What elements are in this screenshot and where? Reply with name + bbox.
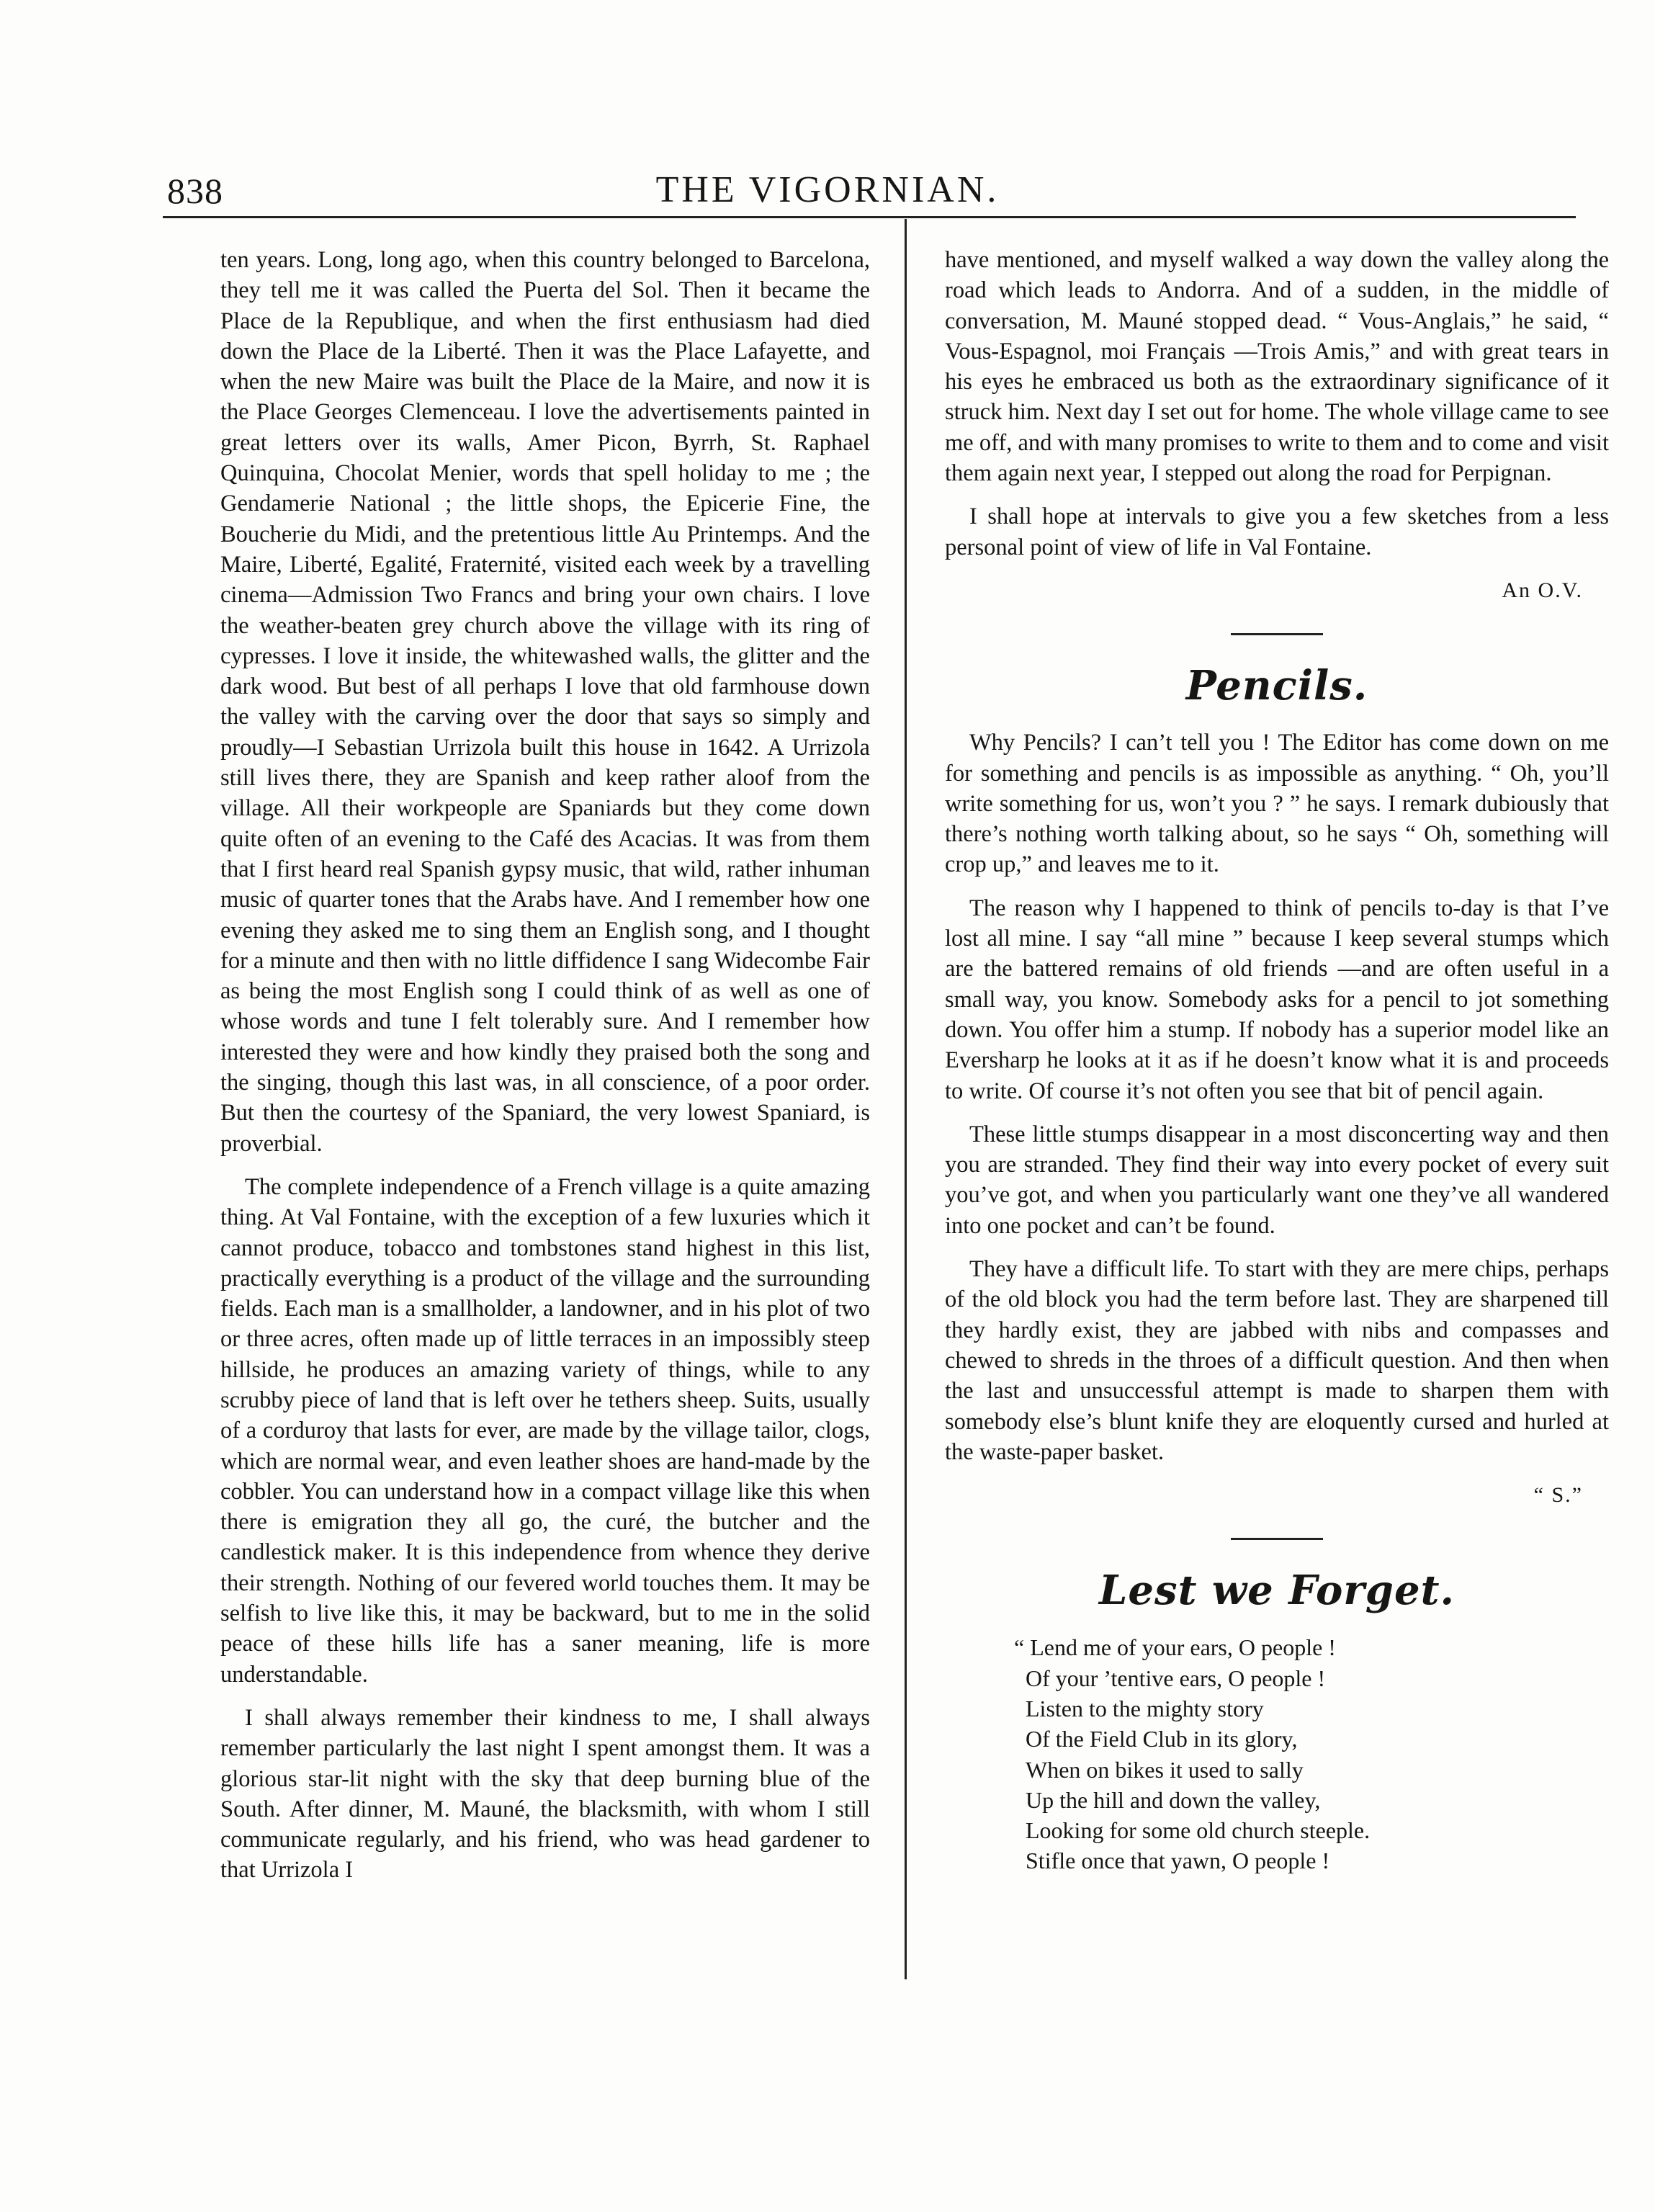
lest-we-forget-title: Lest we Forget. bbox=[1099, 1567, 1455, 1615]
poem-line: Looking for some old church steeple. bbox=[1026, 1817, 1371, 1844]
header-rule bbox=[163, 216, 1576, 218]
poem-line: “ Lend me of your ears, O people ! bbox=[1014, 1634, 1336, 1661]
article-paragraph: The complete independence of a French village is a quite amazing thing. At Val Fontaine, with the exception of a few luxuries which it cannot produce, tobacco and tombstones stand highest in this list, practically everything is a product of the village and the surrounding fields. Each man is a smallholder, a landowner, and in his plot of two or three acres, often made up of little terraces in an impossibly steep hillside, he produces an amazing variety of things, while to any scrubby piece of land that is left over he tethers sheep. Suits, usually of a corduroy that lasts for ever, are made by the village tailor, clogs, which are normal wear, and even leather shoes are hand-made by the cobbler. You can understand how in a compact village like this when there is emigration they all go, the curé, the butcher and the candlestick maker. It is this independence from whence they derive their strength. Nothing of our fevered world touches them. It may be selfish to live like this, it may be backward, but to me in the solid peace of these hills life has a saner meaning, life is more understandable. bbox=[220, 1173, 870, 1688]
running-head-title: THE VIGORNIAN. bbox=[655, 169, 1000, 210]
article-paragraph: I shall always remember their kindness to me, I shall always remember particularly the last night I spent amongst them. It was a glorious star-lit night with the sky that deep burning blue of the South. After dinner, M. Mauné, the blacksmith, with whom I still communicate regularly, and his friend, who was head gardener to that Urrizola I bbox=[220, 1704, 870, 1884]
poem-line: Of the Field Club in its glory, bbox=[1026, 1726, 1298, 1752]
column-divider bbox=[905, 219, 907, 1979]
poem-line: Listen to the mighty story bbox=[1026, 1695, 1264, 1721]
page-number: 838 bbox=[167, 171, 223, 211]
poem-line: Stifle once that yawn, O people ! bbox=[1026, 1848, 1330, 1874]
right-column bbox=[945, 245, 1609, 1876]
pencils-signature: “ S.” bbox=[1533, 1483, 1583, 1508]
pencils-paragraph: These little stumps disappear in a most disconcerting way and then you are stranded. They find their way into every pocket of every suit you’ve got, and when you particularly want one they’ve all wandered into one pocket and can’t be found. bbox=[945, 1121, 1609, 1239]
pencils-paragraph: Why Pencils? I can’t tell you ! The Editor has come down on me for something and pencils is as impossible as anything. “ Oh, you’ll write something for us, won’t you ? ” he says. I remark dubiously that there’s nothing worth talking about, so he says “ Oh, something will crop up,” and leaves me to it. bbox=[945, 730, 1609, 878]
poem-line: Up the hill and down the valley, bbox=[1026, 1786, 1321, 1813]
pencils-title: Pencils. bbox=[1185, 662, 1368, 710]
section-divider bbox=[1231, 633, 1323, 635]
section-divider bbox=[1231, 1538, 1323, 1540]
poem-line: Of your ’tentive ears, O people ! bbox=[1026, 1665, 1326, 1691]
left-column bbox=[220, 245, 870, 1899]
poem bbox=[1014, 1632, 1609, 1876]
article-paragraph: have mentioned, and myself walked a way down the valley along the road which leads to Andorra. And of a sudden, in the middle of conversation, M. Mauné stopped dead. “ Vous-Anglais,” he said, “ Vous-Espagnol, moi Français —Trois Amis,” and with great tears in his eyes he embraced us both as the extraordinary significance of it struck him. Next day I set out for home. The whole village came to see me off, and with many promises to write to them and to come and visit them again next year, I stepped out along the road for Perpignan. bbox=[945, 247, 1609, 487]
pencils-paragraph: The reason why I happened to think of pencils to-day is that I’ve lost all mine. I say “all mine ” because I keep several stumps which are the battered remains of old friends —and are often useful in a small way, you know. Somebody asks for a pencil to jot something down. You offer him a stump. If nobody has a superior model like an Eversharp he looks at it as if he doesn’t know what it is and proceeds to write. Of course it’s not often you see that bit of pencil again. bbox=[945, 895, 1609, 1104]
article-paragraph: I shall hope at intervals to give you a few sketches from a less personal point of view of life in Val Fontaine. bbox=[945, 503, 1609, 560]
article-paragraph: ten years. Long, long ago, when this country belonged to Barcelona, they tell me it was called the Puerta del Sol. Then it became the Place de la Republique, and when the first enthusiasm had died down the Place de la Liberté. Then it was the Place Lafayette, and when the new Maire was built the Place de la Maire, and now it is the Place Georges Clemenceau. I love the advertisements painted in great letters over its walls, Amer Picon, Byrrh, St. Raphael Quinquina, Chocolat Menier, words that spell holiday to me ; the Gendamerie National ; the little shops, the Epicerie Fine, the Boucherie du Midi, and the pretentious little Au Printemps. And the Maire, Liberté, Egalité, Fraternité, visited each week by a travelling cinema—Admission Two Francs and bring your own chairs. I love the weather-beaten grey church above the village with its ring of cypresses. I love it inside, the whitewashed walls, the glitter and the dark wood. But best of all perhaps I love that old farmhouse down the valley with the carving over the door that says so simply and proudly—I Sebastian Urrizola built this house in 1642. A Urrizola still lives there, they are Spanish and keep rather aloof from the village. All their workpeople are Spaniards but they come down quite often of an evening to the Café des Acacias. It was from them that I first heard real Spanish gypsy music, that wild, rather inhuman music of quarter tones that the Arabs have. And I remember how one evening they asked me to sing them an English song, and I thought for a minute and then with no little diffidence I sang Widecombe Fair as being the most English song I could think of as well as one of whose words and tune I felt tolerably sure. And I remember how interested they were and how kindly they praised both the song and the singing, though this last was, in all conscience, of a poor order. But then the courtesy of the Spaniard, the very lowest Spaniard, is proverbial. bbox=[220, 247, 870, 1157]
pencils-paragraph: They have a difficult life. To start with they are mere chips, perhaps of the old block you had the term before last. They are sharpened till they hardly exist, they are jabbed with nibs and compasses and chewed to shreds in the throes of a difficult question. And then when the last and unsuccessful attempt is made to sharpen them with somebody else’s blunt knife they are eloquently cursed and hurled at the waste-paper basket. bbox=[945, 1256, 1609, 1465]
article-signature: An O.V. bbox=[1502, 578, 1583, 602]
poem-line: When on bikes it used to sally bbox=[1026, 1756, 1304, 1783]
